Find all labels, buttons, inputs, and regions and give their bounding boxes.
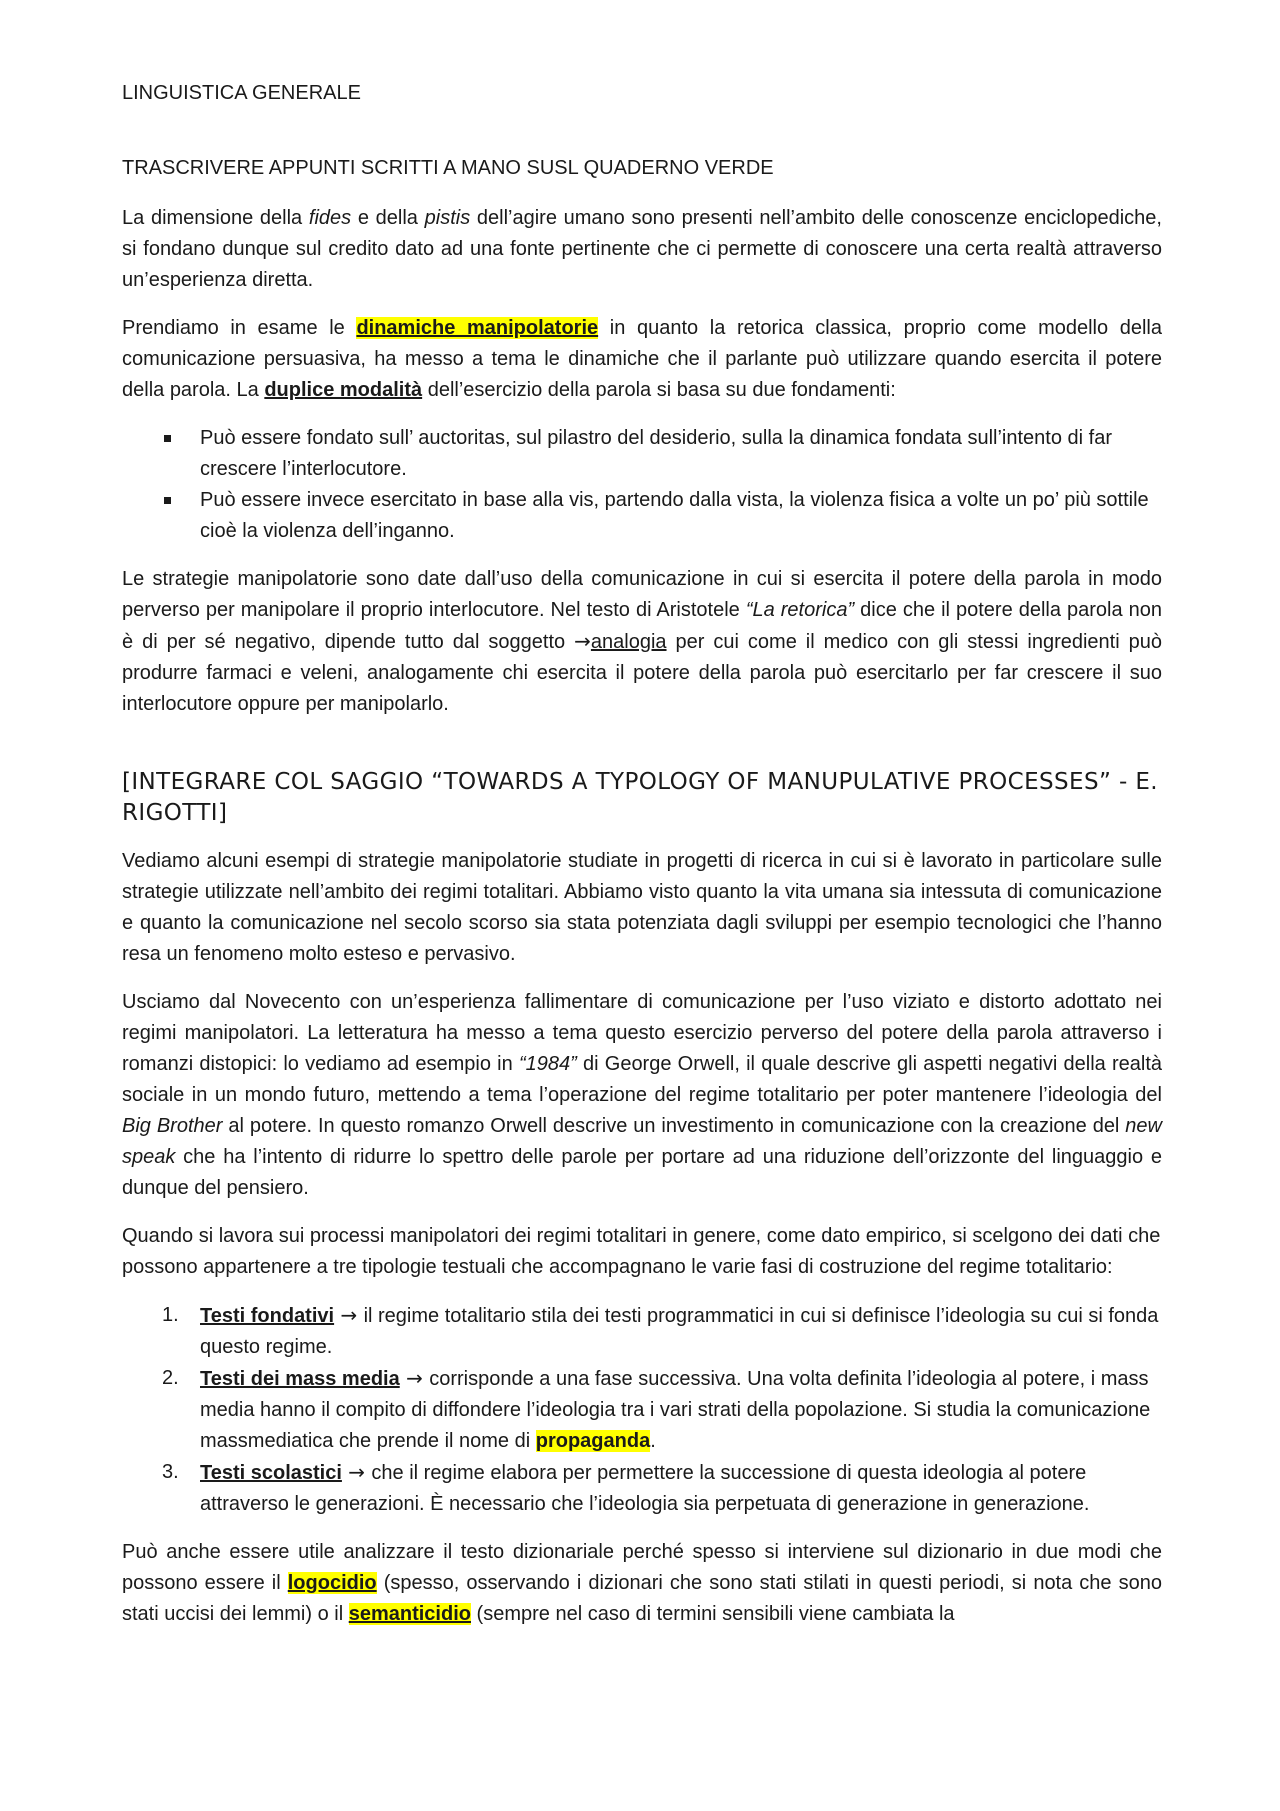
italic-term: Big Brother	[122, 1115, 223, 1137]
text-run: dell’agire umano sono presenti nell’ambito delle conoscenze enciclopediche, si fondano dunque sul credito dato ad una fonte pertinente che ci permette di conoscere una certa realtà attraverso un’esperienza diretta.	[122, 207, 1162, 291]
list-item-end: .	[650, 1430, 656, 1452]
list-number: 2.	[162, 1367, 179, 1389]
note-subtitle: TRASCRIVERE APPUNTI SCRITTI A MANO SUSL QUADERNO VERDE	[122, 157, 774, 179]
arrow-icon: →	[574, 629, 591, 653]
underlined-term: analogia	[590, 631, 667, 653]
highlighted-term: logocidio	[287, 1572, 377, 1594]
text-run: Può anche essere utile analizzare il testo dizionariale perché spesso si interviene sul dizionario in due modi che possono essere il	[122, 1541, 1162, 1594]
italic-title: “La retorica”	[745, 599, 855, 621]
list-number: 3.	[162, 1461, 179, 1483]
highlighted-term: semanticidio	[348, 1603, 471, 1625]
paragraph-novecento	[122, 987, 1162, 1204]
bullet-item: Può essere invece esercitato in base alla vis, partendo dalla vista, la violenza fisica a volte un po’ più sottile cioè la violenza dell’inganno.	[122, 485, 1162, 547]
text-run: dice che il potere della parola non è di per sé negativo, dipende tutto dal soggetto	[122, 599, 1162, 653]
italic-term: fides	[308, 207, 352, 229]
highlighted-term: propaganda	[535, 1430, 651, 1452]
paragraph-manipulative-dynamics	[122, 313, 1162, 406]
list-item-title: Testi fondativi	[200, 1305, 335, 1327]
text-run: per cui come il medico con gli stessi ingredienti può produrre farmaci e veleni, analogamente chi esercita il potere della parola può esercitarlo per far crescere il suo interlocutore oppure per manipolarlo.	[122, 631, 1162, 715]
document-title: LINGUISTICA GENERALE	[122, 82, 361, 104]
numbered-list	[122, 1300, 1162, 1520]
list-item-text: che il regime elabora per permettere la successione di questa ideologia al potere attraverso le generazioni. È necessario che l’ideologia sia perpetuata di generazione in generazione.	[200, 1462, 1090, 1515]
list-item	[122, 1457, 1162, 1520]
text-run: (spesso, osservando i dizionari che sono stati stilati in questi periodi, si nota che sono stati uccisi dei lemmi) o il	[122, 1572, 1162, 1625]
bold-underlined-term: duplice modalità	[264, 379, 423, 401]
section-heading: [INTEGRARE COL SAGGIO “TOWARDS A TYPOLOGY OF MANUPULATIVE PROCESSES” - E. RIGOTTI]	[122, 769, 1159, 826]
list-item	[122, 1363, 1162, 1457]
paragraph-strategies	[122, 564, 1162, 720]
paragraph-processes: Quando si lavora sui processi manipolatori dei regimi totalitari in genere, come dato empirico, si scelgono dei dati che possono appartenere a tre tipologie testuali che accompagnano le varie fasi di costruzione del regime totalitario:	[122, 1225, 1161, 1278]
list-item	[122, 1300, 1162, 1363]
list-item-title: Testi scolastici	[200, 1462, 342, 1484]
bullet-list	[122, 423, 1162, 547]
text-run: di George Orwell, il quale descrive gli aspetti negativi della realtà sociale in un mondo futuro, mettendo a tema l’operazione del regime totalitario per poter mantenere l’ideologia del	[122, 1053, 1162, 1106]
text-run: La dimensione della	[122, 207, 309, 229]
italic-title: “1984”	[518, 1053, 577, 1075]
text-run: Le strategie manipolatorie sono date dall’uso della comunicazione in cui si esercita il potere della parola in modo perverso per manipolare il proprio interlocutore. Nel testo di Aristotele	[122, 568, 1162, 621]
arrow-icon: →	[334, 1303, 364, 1327]
text-run: Prendiamo in esame le	[122, 317, 357, 339]
italic-term: pistis	[424, 207, 471, 229]
paragraph-examples: Vediamo alcuni esempi di strategie manipolatorie studiate in progetti di ricerca in cui si è lavorato in particolare sulle strategie utilizzate nell’ambito dei regimi totalitari. Abbiamo visto quanto la vita umana sia intessuta di comunicazione e quanto la comunicazione nel secolo scorso sia stata potenziata dagli sviluppi per esempio tecnologici che l’hanno resa un fenomeno molto esteso e pervasivo.	[122, 850, 1162, 965]
list-item-text: il regime totalitario stila dei testi programmatici in cui si definisce l’ideologia su cui si fonda questo regime.	[200, 1305, 1159, 1358]
text-run: in quanto la retorica classica, proprio come modello della comunicazione persuasiva, ha messo a tema le dinamiche che il parlante può utilizzare quando esercita il potere della parola. La	[122, 317, 1162, 401]
text-run: (sempre nel caso di termini sensibili viene cambiata la	[470, 1603, 955, 1625]
arrow-icon: →	[399, 1366, 430, 1390]
highlighted-term: dinamiche manipolatorie	[356, 317, 599, 339]
italic-term: new speak	[122, 1115, 1162, 1168]
document-body	[122, 78, 1162, 1647]
text-run: al potere. In questo romanzo Orwell descrive un investimento in comunicazione con la creazione del	[222, 1115, 1126, 1137]
list-item-text: corrisponde a una fase successiva. Una volta definita l’ideologia al potere, i mass media hanno il compito di diffondere l’ideologia tra i vari strati della popolazione. Si studia la comunicazione massmediatica che prende il nome di	[200, 1368, 1151, 1452]
bullet-item: Può essere fondato sull’ auctoritas, sul pilastro del desiderio, sulla la dinamica fondata sull’intento di far crescere l’interlocutore.	[122, 423, 1162, 485]
list-number: 1.	[162, 1304, 179, 1326]
text-run: che ha l’intento di ridurre lo spettro delle parole per portare ad una riduzione dell’orizzonte del linguaggio e dunque del pensiero.	[122, 1146, 1162, 1199]
text-run: dell’esercizio della parola si basa su due fondamenti:	[422, 379, 896, 401]
arrow-icon: →	[341, 1460, 372, 1484]
text-run: Usciamo dal Novecento con un’esperienza fallimentare di comunicazione per l’uso viziato e distorto adottato nei regimi manipolatori. La letteratura ha messo a tema questo esercizio perverso del potere della parola attraverso i romanzi distopici: lo vediamo ad esempio in	[122, 991, 1162, 1075]
text-run: e della	[351, 207, 425, 229]
list-item-title: Testi dei mass media	[200, 1368, 400, 1390]
paragraph-fides	[122, 203, 1162, 296]
paragraph-dictionary	[122, 1537, 1162, 1630]
